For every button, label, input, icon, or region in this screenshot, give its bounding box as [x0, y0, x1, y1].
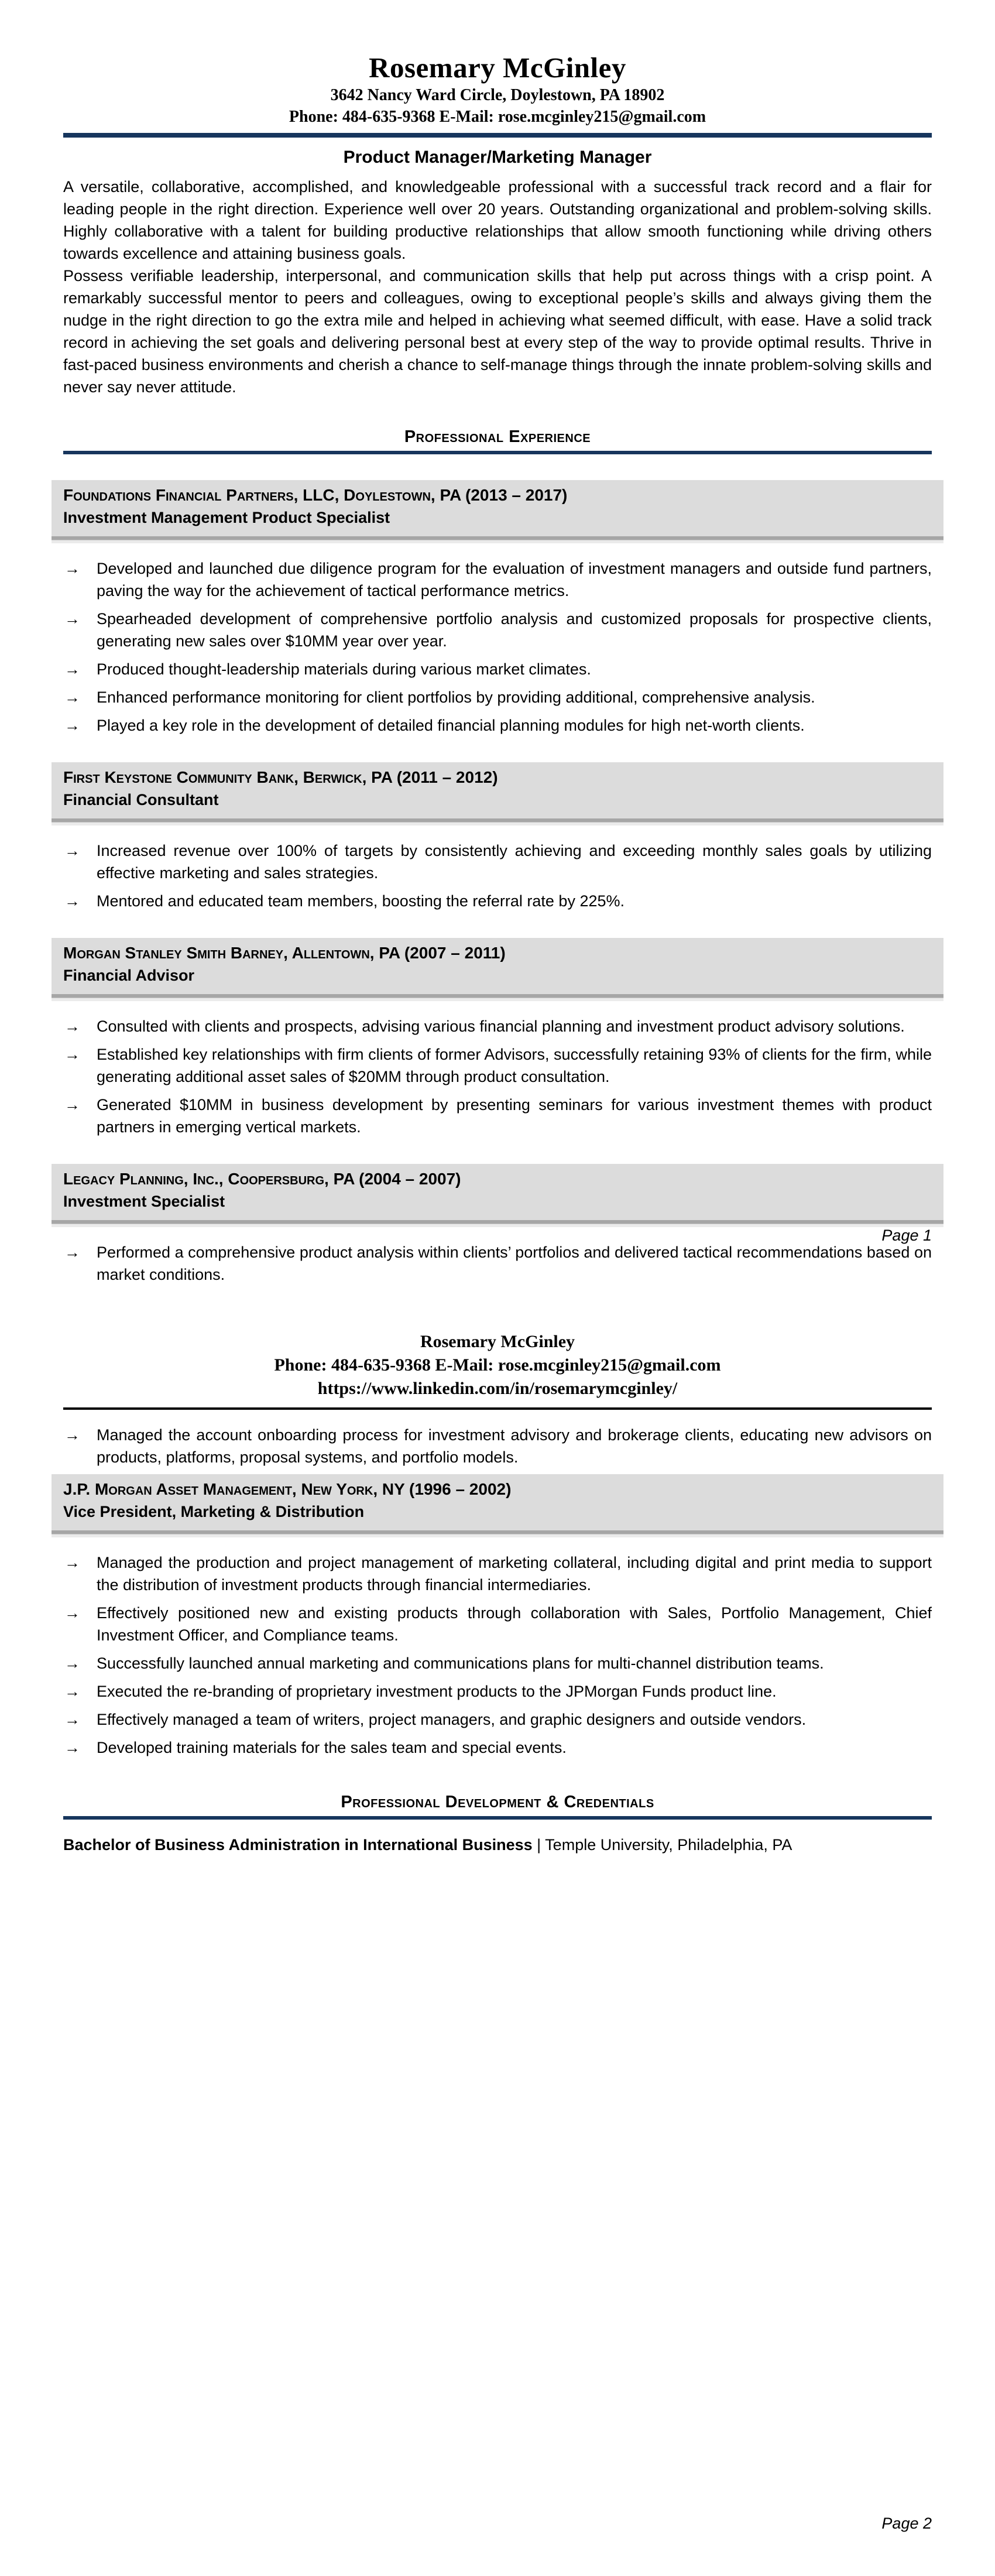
summary-paragraph: Possess verifiable leadership, interpersonal, and communication skills that help put across things with a crisp point. A remarkably successful mentor to peers and colleagues, owing to exceptional people’s skills and always giving them the nudge in the right direction to go the extra mile and helped in achieving what seemed difficult, with ease. Have a solid track record in achieving the set goals and delivering personal best at every step of the way to provide optimal results. Thrive in fast-paced business environments and cherish a chance to self-manage things through the innate problem-solving skills and never say never attitude. — [63, 267, 932, 396]
job-header-underline — [52, 817, 943, 825]
job-company: J.P. Morgan Asset Management, New York, NY (1996 – 2002) — [63, 1480, 512, 1498]
candidate-name: Rosemary McGinley — [369, 52, 626, 84]
summary-section — [63, 176, 932, 398]
arrow-bullet-icon: → — [64, 1711, 80, 1728]
education-entry — [63, 1834, 932, 1856]
bullet-text: Spearheaded development of comprehensive portfolio analysis and customized proposals for prospective clients, generating new sales over $10MM year over year. — [97, 610, 932, 650]
job-entry — [63, 480, 932, 737]
bullet-item — [63, 686, 932, 708]
job-bullet-list — [63, 557, 932, 737]
bullet-item — [63, 1680, 932, 1703]
job-entry — [63, 762, 932, 912]
arrow-bullet-icon: → — [64, 1654, 80, 1672]
arrow-bullet-icon: → — [64, 717, 80, 734]
candidate-address: 3642 Nancy Ward Circle, Doylestown, PA 18902 — [330, 86, 665, 104]
bullet-item — [63, 714, 932, 737]
job-title: Investment Management Product Specialist — [63, 509, 390, 526]
job-company: First Keystone Community Bank, Berwick, PA (2011 – 2012) — [63, 768, 498, 786]
section-heading-credentials: Professional Development & Credentials — [341, 1793, 654, 1811]
page1-header — [63, 0, 932, 128]
job-entry — [63, 938, 932, 1138]
resume-page-2 — [0, 1288, 995, 2576]
job-header-underline — [52, 1218, 943, 1227]
bullet-item — [63, 1424, 932, 1468]
arrow-bullet-icon: → — [64, 1604, 80, 1622]
bullet-item — [63, 1551, 932, 1596]
bullet-text: Developed and launched due diligence program for the evaluation of investment managers and outside fund partners, paving the way for the achievement of tactical performance metrics. — [97, 560, 932, 600]
arrow-bullet-icon: → — [64, 1046, 80, 1063]
job-bullet-list — [63, 1015, 932, 1138]
bullet-item — [63, 840, 932, 884]
experience-list — [63, 480, 932, 1336]
candidate-contact: Phone: 484-635-9368 E-Mail: rose.mcginley215@gmail.com — [274, 1355, 721, 1375]
bullet-item — [63, 658, 932, 680]
bullet-item — [63, 1043, 932, 1088]
target-job-title: Product Manager/Marketing Manager — [343, 148, 652, 167]
continuation-bullet-list — [63, 1424, 932, 1468]
job-company: Legacy Planning, Inc., Coopersburg, PA (2004 – 2007) — [63, 1170, 461, 1188]
page2-header — [63, 1288, 932, 1400]
bullet-text: Managed the account onboarding process for investment advisory and brokerage clients, educating new advisors on products, platforms, proposal systems, and portfolio models. — [97, 1426, 932, 1466]
job-bullet-list — [63, 840, 932, 912]
job-bullet-list — [63, 1551, 932, 1759]
job-header-underline — [52, 1529, 943, 1537]
header-divider-rule — [63, 133, 932, 138]
arrow-bullet-icon: → — [64, 1426, 80, 1444]
bullet-text: Effectively positioned new and existing products through collaboration with Sales, Portfolio Management, Chief Investment Officer, and Compliance teams. — [97, 1604, 932, 1644]
bullet-text: Enhanced performance monitoring for client portfolios by providing additional, comprehensive analysis. — [97, 688, 815, 706]
education-institution: | Temple University, Philadelphia, PA — [532, 1836, 792, 1854]
bullet-text: Executed the re-branding of proprietary investment products to the JPMorgan Funds product line. — [97, 1683, 777, 1700]
job-header — [52, 480, 943, 535]
job-header — [52, 1474, 943, 1529]
education-degree: Bachelor of Business Administration in International Business — [63, 1836, 533, 1854]
job-company: Foundations Financial Partners, LLC, Doylestown, PA (2013 – 2017) — [63, 486, 568, 504]
bullet-text: Developed training materials for the sales team and special events. — [97, 1739, 567, 1756]
bullet-text: Established key relationships with firm clients of former Advisors, successfully retaining 93% of clients for the firm, while generating additional asset sales of $20MM through product consultation. — [97, 1046, 932, 1085]
bullet-item — [63, 1094, 932, 1138]
candidate-name: Rosemary McGinley — [420, 1332, 575, 1351]
job-title: Financial Consultant — [63, 791, 219, 809]
job-title: Financial Advisor — [63, 967, 195, 984]
arrow-bullet-icon: → — [64, 842, 80, 859]
credentials-divider-rule — [63, 1816, 932, 1820]
bullet-text: Consulted with clients and prospects, advising various financial planning and investment product advisory solutions. — [97, 1018, 905, 1035]
arrow-bullet-icon: → — [64, 1096, 80, 1114]
bullet-text: Generated $10MM in business development by presenting seminars for various investment themes with product partners in emerging vertical markets. — [97, 1096, 932, 1136]
arrow-bullet-icon: → — [64, 560, 80, 577]
arrow-bullet-icon: → — [64, 892, 80, 910]
page-number-label: Page 1 — [881, 1227, 932, 1244]
bullet-text: Performed a comprehensive product analysis within clients’ portfolios and delivered tactical recommendations based on market conditions. — [97, 1244, 932, 1283]
bullet-text: Managed the production and project management of marketing collateral, including digital and print media to support the distribution of investment products through financial intermediaries. — [97, 1554, 932, 1594]
experience-list-page2 — [63, 1474, 932, 1759]
bullet-item — [63, 1652, 932, 1674]
job-company: Morgan Stanley Smith Barney, Allentown, PA (2007 – 2011) — [63, 944, 506, 962]
arrow-bullet-icon: → — [64, 1018, 80, 1035]
bullet-item — [63, 1241, 932, 1286]
job-header-underline — [52, 535, 943, 543]
arrow-bullet-icon: → — [64, 1739, 80, 1756]
page2-header-rule — [63, 1407, 932, 1410]
bullet-text: Produced thought-leadership materials during various market climates. — [97, 660, 591, 678]
bullet-text: Mentored and educated team members, boosting the referral rate by 225%. — [97, 892, 625, 910]
arrow-bullet-icon: → — [64, 1683, 80, 1700]
job-title: Investment Specialist — [63, 1193, 225, 1210]
bullet-text: Effectively managed a team of writers, project managers, and graphic designers and outside vendors. — [97, 1711, 807, 1728]
summary-paragraph: A versatile, collaborative, accomplished, and knowledgeable professional with a successful track record and a flair for leading people in the right direction. Experience well over 20 years. Outstanding organizational and problem-solving skills. Highly collaborative with a talent for building productive relationships that allow smooth functioning while driving others towards excellence and attaining business goals. — [63, 178, 932, 262]
linkedin-url: https://www.linkedin.com/in/rosemarymcginley/ — [317, 1379, 678, 1398]
section-heading-experience: Professional Experience — [404, 427, 591, 446]
job-entry — [63, 1474, 932, 1759]
job-header — [52, 938, 943, 992]
bullet-text: Increased revenue over 100% of targets by consistently achieving and exceeding monthly sales goals by utilizing effective marketing and sales strategies. — [97, 842, 932, 882]
bullet-text: Played a key role in the development of detailed financial planning modules for high net-worth clients. — [97, 717, 805, 734]
page-number-label: Page 2 — [881, 2515, 932, 2532]
job-header-underline — [52, 992, 943, 1001]
bullet-item — [63, 1602, 932, 1646]
bullet-item — [63, 608, 932, 652]
bullet-text: Successfully launched annual marketing and communications plans for multi-channel distribution teams. — [97, 1654, 824, 1672]
job-header — [52, 1164, 943, 1218]
bullet-item — [63, 1015, 932, 1037]
bullet-item — [63, 1708, 932, 1731]
arrow-bullet-icon: → — [64, 660, 80, 678]
arrow-bullet-icon: → — [64, 610, 80, 628]
arrow-bullet-icon: → — [64, 1554, 80, 1571]
candidate-contact: Phone: 484-635-9368 E-Mail: rose.mcginley215@gmail.com — [289, 108, 706, 126]
job-title: Vice President, Marketing & Distribution — [63, 1503, 365, 1520]
bullet-item — [63, 557, 932, 602]
experience-divider-rule — [63, 451, 932, 454]
arrow-bullet-icon: → — [64, 688, 80, 706]
arrow-bullet-icon: → — [64, 1244, 80, 1261]
bullet-item — [63, 890, 932, 912]
bullet-item — [63, 1736, 932, 1759]
job-header — [52, 762, 943, 817]
